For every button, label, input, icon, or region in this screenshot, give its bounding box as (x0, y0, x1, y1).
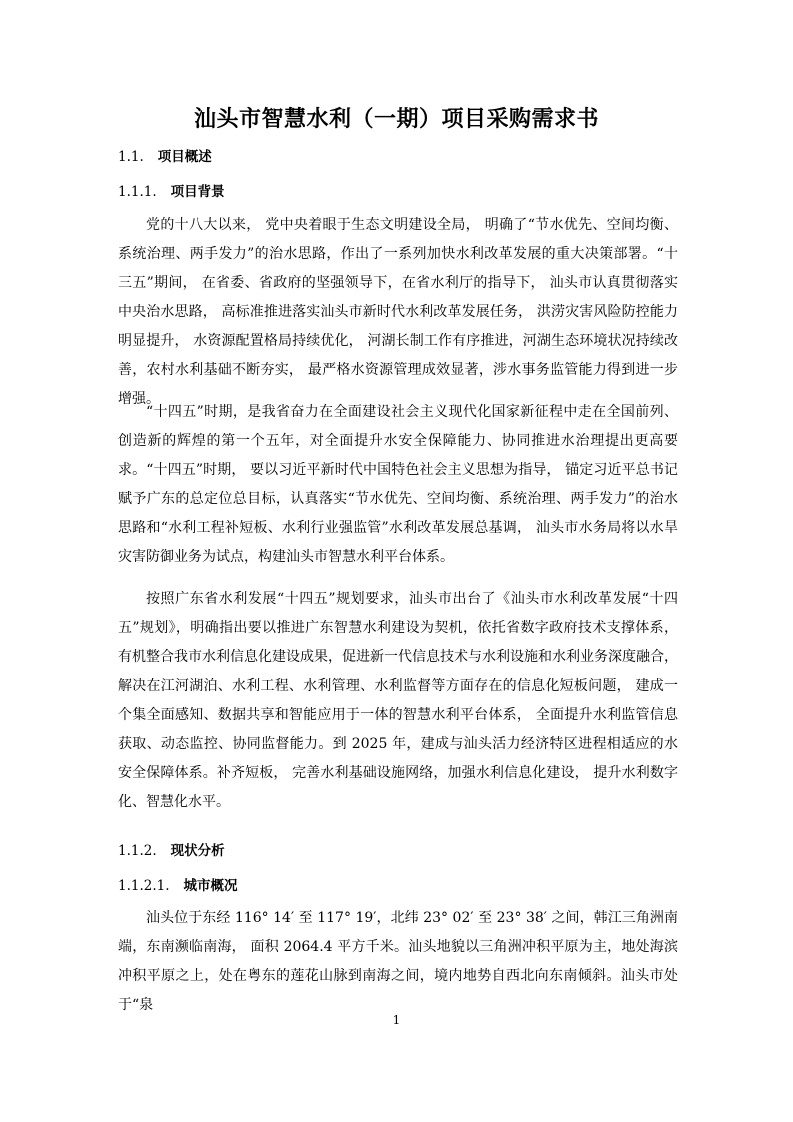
heading-text: 现状分析 (170, 843, 225, 859)
paragraph-background-2: “十四五”时期，是我省奋力在全面建设社会主义现代化国家新征程中走在全国前列、创造新的辉煌的第一个五年，对全面提升水安全保障能力、协同推进水治理提出更高要求。“十四五”时期， 要以习近平新时代中国特色社会主义思想为指导， 锚定习近平总书记赋予广东的总定位总目标，认真落实“节水优先、空间均衡、系统治理、两手发力”的治水思路和“水利工程补短板、水利行业强监管”水利改革发展总基调， 汕头市水务局将以水旱灾害防御业务为试点，构建汕头市智慧水利平台体系。 (118, 404, 678, 565)
heading-current-analysis (118, 841, 225, 861)
heading-number: 1.1.1. (118, 184, 157, 200)
paragraph-background-3: 按照广东省水利发展“十四五”规划要求，汕头市出台了《汕头市水利改革发展“十四五”规划》，明确指出要以推进广东智慧水利建设为契机，依托省数字政府技术支撑体系，有机整合我市水利信息化建设成果，促进新一代信息技术与水利设施和水利业务深度融合，解决在江河湖泊、水利工程、水利管理、水利监督等方面存在的信息化短板问题， 建成一个集全面感知、数据共享和智能应用于一体的智慧水利平台体系， 全面提升水利监管信息获取、动态监控、协同监督能力。到 2025 年，建成与汕头活力经济特区进程相适应的水安全保障体系。补齐短板， 完善水利基础设施网络，加强水利信息化建设， 提升水利数字化、智慧化水平。 (118, 591, 678, 810)
page-number: 1 (392, 1013, 401, 1027)
heading-text: 项目背景 (170, 184, 225, 200)
heading-number: 1.1. (118, 149, 144, 165)
heading-city-overview (118, 876, 238, 896)
heading-number: 1.1.2. (118, 843, 157, 859)
heading-text: 项目概述 (157, 149, 212, 165)
paragraph-background-1: 党的十八大以来， 党中央着眼于生态文明建设全局， 明确了“节水优先、空间均衡、系统治理、两手发力”的治水思路，作出了一系列加快水利改革发展的重大决策部署。“十三五”期间， 在省委、省政府的坚强领导下，在省水利厅的指导下， 汕头市认真贯彻落实中央治水思路， 高标准推进落实汕头市新时代水利改革发展任务， 洪涝灾害风险防控能力明显提升， 水资源配置格局持续优化， 河湖长制工作有序推进，河湖生态环境状况持续改善，农村水利基础不断夯实， 最严格水资源管理成效显著，涉水事务监管能力得到进一步增强。 (118, 217, 678, 407)
paragraph-city-overview: 汕头位于东经 116° 14′ 至 117° 19′，北纬 23° 02′ 至 23° 38′ 之间，韩江三角洲南端，东南濒临南海， 面积 2064.4 平方千米。汕头地貌以三角洲冲积平原为主，地处海滨冲积平原之上，处在粤东的莲花山脉到南海之间，境内地势自西北向东南倾斜。汕头市处于“泉 (118, 910, 678, 1013)
heading-text: 城市概况 (183, 878, 238, 894)
document-title: 汕头市智慧水利（一期）项目采购需求书 (193, 106, 599, 132)
heading-project-background (118, 182, 225, 202)
heading-project-overview (118, 147, 212, 167)
heading-number: 1.1.2.1. (118, 878, 170, 894)
